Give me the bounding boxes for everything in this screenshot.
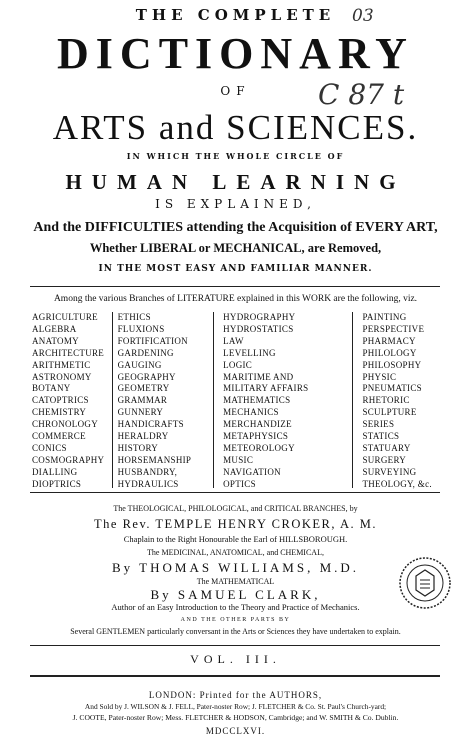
subject-item: AGRICULTURE (32, 312, 98, 322)
subject-item: ETHICS (117, 312, 151, 322)
rule-top (30, 286, 440, 287)
subject-item: MERCHANDIZE (223, 419, 292, 430)
branches-intro: Among the various Branches of LITERATURE explained in this WORK are the following, viz. (53, 294, 418, 304)
subject-item: SCULPTURE (362, 407, 417, 418)
subject-item: MARITIME AND (223, 371, 294, 382)
subject-item: SURVEYING (362, 466, 417, 477)
subject-item: NAVIGATION (223, 466, 281, 477)
subjects-column-4 (358, 312, 452, 491)
subtitle-is-explained: IS EXPLAINED, (155, 197, 316, 211)
subject-item: CATOPTRICS (32, 395, 89, 406)
subject-item: HYDROGRAPHY (223, 312, 296, 322)
subject-item: HERALDRY (117, 431, 169, 442)
imprint-date: MDCCLXVI. (205, 726, 266, 736)
rule-volume-top (30, 645, 440, 646)
subjects-column-3 (217, 312, 358, 491)
subject-item: COMMERCE (32, 431, 86, 442)
subject-item: MATHEMATICS (223, 395, 291, 406)
subject-item: PERSPECTIVE (362, 323, 425, 334)
credits-croker: The Rev. TEMPLE HENRY CROKER, A. M. (94, 517, 377, 531)
subject-item: FORTIFICATION (117, 335, 188, 346)
subject-item: LAW (223, 335, 244, 346)
handwritten-shelfmark: C 87 t (318, 78, 405, 111)
title-of: OF (220, 84, 251, 98)
subject-item: ARCHITECTURE (32, 347, 105, 358)
subject-item: THEOLOGY, &c. (362, 478, 432, 489)
subject-item: GARDENING (117, 347, 174, 358)
rule-middle (30, 492, 440, 493)
credits-chaplain: Chaplain to the Right Honourable the Earl of HILLSBOROUGH. (123, 534, 348, 544)
subject-item: PNEUMATICS (362, 383, 422, 394)
subject-item: GEOGRAPHY (117, 371, 176, 382)
subject-item: CHRONOLOGY (32, 419, 98, 430)
subject-item: STATUARY (362, 442, 411, 453)
subtitle-easy-manner: IN THE MOST EASY AND FAMILIAR MANNER. (98, 264, 373, 274)
subject-item: GUNNERY (117, 407, 164, 418)
subject-item: HYDRAULICS (117, 478, 179, 489)
credits-clark: By SAMUEL CLARK, (150, 587, 321, 602)
handwritten-number-top: 03 (352, 6, 374, 26)
subject-item: OPTICS (223, 478, 256, 489)
subject-item: GAUGING (117, 359, 162, 370)
subject-item: RHETORIC (362, 395, 410, 406)
subject-item: GRAMMAR (117, 395, 168, 406)
subject-item: METEOROLOGY (223, 442, 295, 453)
subject-item: HUSBANDRY, (117, 466, 178, 477)
subject-item: MUSIC (223, 454, 254, 465)
subtitle-whole-circle: IN WHICH THE WHOLE CIRCLE OF (126, 151, 345, 161)
subject-item: ASTRONOMY (32, 371, 92, 382)
subject-item: LOGIC (223, 359, 253, 370)
subject-item: ALGEBRA (32, 323, 77, 334)
subject-item: MECHANICS (223, 407, 279, 418)
subject-item: FLUXIONS (117, 323, 165, 334)
title-dictionary: DICTIONARY (57, 29, 414, 78)
subject-item: DIALLING (32, 466, 78, 477)
credits-author-of: Author of an Easy Introduction to the Theory and Practice of Mechanics. (111, 602, 360, 612)
rule-volume-bottom (30, 675, 440, 677)
subtitle-human-learning: HUMAN LEARNING (65, 170, 406, 194)
imprint-sold-by: And Sold by J. WILSON & J. FELL, Pater-noster Row; J. FLETCHER & Co. St. Paul's Church-yard; (84, 702, 387, 711)
subject-item: SURGERY (362, 454, 407, 465)
title-arts-and-sciences: ARTS and SCIENCES. (52, 108, 419, 147)
subject-item: LEVELLING (223, 347, 276, 358)
subject-item: CHEMISTRY (32, 407, 87, 418)
subtitle-difficulties: And the DIFFICULTIES attending the Acquisition of EVERY ART, (33, 220, 438, 235)
subject-item: COSMOGRAPHY (32, 454, 105, 465)
subject-item: DIOPTRICS (32, 478, 82, 489)
subject-item: HISTORY (117, 442, 159, 453)
subject-item: GEOMETRY (117, 383, 170, 394)
subject-item: HANDICRAFTS (117, 419, 184, 430)
subject-item: PHYSIC (362, 371, 397, 382)
subject-item: STATICS (362, 431, 400, 442)
credits-williams: By THOMAS WILLIAMS, M.D. (111, 560, 360, 575)
library-stamp (398, 556, 452, 610)
imprint-london: LONDON: Printed for the AUTHORS, (148, 690, 323, 700)
imprint-coote: J. COOTE, Pater-noster Row; Mess. FLETCHER & HODSON, Cambridge; and W. SMITH & Co. Dublin. (72, 713, 399, 722)
subject-item: PHILOSOPHY (362, 359, 422, 370)
volume-number: VOL. III. (190, 652, 281, 666)
subject-item: CONICS (32, 442, 67, 453)
subjects-table (32, 312, 452, 491)
subject-item: PHILOLOGY (362, 347, 417, 358)
title-the-complete: THE COMPLETE (135, 6, 336, 24)
subject-item: HORSEMANSHIP (117, 454, 192, 465)
credits-gentlemen: Several GENTLEMEN particularly conversant in the Arts or Sciences they have undertaken to explain. (70, 627, 401, 636)
subject-item: BOTANY (32, 383, 71, 394)
credits-other-parts: AND THE OTHER PARTS BY (180, 617, 291, 623)
subject-item: PAINTING (362, 312, 407, 322)
credits-medicinal: The MEDICINAL, ANATOMICAL, and CHEMICAL, (147, 548, 324, 557)
subject-item: MILITARY AFFAIRS (223, 383, 309, 394)
credits-theological: The THEOLOGICAL, PHILOLOGICAL, and CRITICAL BRANCHES, by (113, 504, 358, 513)
subject-item: METAPHYSICS (223, 431, 289, 442)
subject-item: ANATOMY (32, 335, 79, 346)
subject-item: SERIES (362, 419, 395, 430)
credits-mathematical: The MATHEMATICAL (196, 577, 275, 586)
subject-item: HYDROSTATICS (223, 323, 294, 334)
subjects-column-2 (112, 312, 218, 491)
subject-item: ARITHMETIC (32, 359, 91, 370)
subjects-column-1 (32, 312, 112, 491)
subtitle-liberal-mechanical: Whether LIBERAL or MECHANICAL, are Removed, (89, 241, 382, 255)
subject-item: PHARMACY (362, 335, 416, 346)
